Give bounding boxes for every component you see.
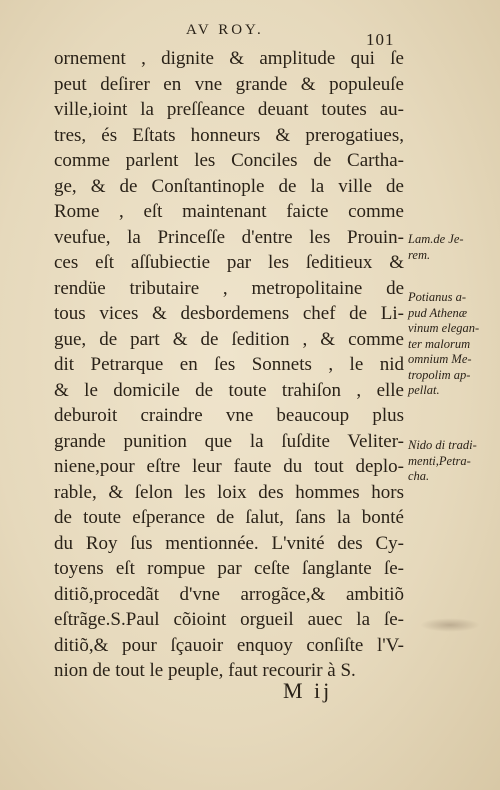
signature-mark: M ij: [283, 678, 333, 703]
text-line: veufue, la Princeſſe d'entre les Prouin-: [54, 226, 404, 248]
note-line: omnium Me-: [408, 352, 472, 366]
text-line: niene,pour eſtre leur faute du tout deplo-: [54, 456, 404, 477]
marginal-note-lamentations: [408, 232, 464, 263]
note-line: pud Athenæ: [408, 305, 468, 320]
note-line: ter malorum: [408, 336, 471, 351]
text-line: ornement , dignite & amplitude qui ſe: [54, 48, 404, 69]
text-line: deburoit craindre vne beaucoup plus: [54, 405, 404, 426]
note-line: menti,Petra-: [408, 453, 471, 468]
text-line: tres, és Eſtats honneurs & prerogatiues,: [54, 124, 404, 146]
note-line: Lam.de Je-: [408, 232, 464, 246]
marginal-note-petrarca: [408, 438, 477, 485]
text-line: rendüe tributaire , metropolitaine de: [54, 277, 404, 299]
text-line: ville,ioint la preſſeance deuant toutes au-: [54, 99, 404, 120]
text-line: ditiõ,& pour ſçauoir enquoy conſiſte l'V-: [54, 634, 404, 656]
note-line: tropolim ap-: [408, 367, 471, 382]
text-line: du Roy ſus mentionnée. L'vnité des Cy-: [54, 532, 404, 554]
note-line: cha.: [408, 469, 430, 483]
text-line: toyens eſt rompue par ceſte ſanglante ſe-: [54, 558, 404, 579]
running-head: AV ROY.: [186, 22, 264, 38]
text-line: eſtrãge.S.Paul cõioint orgueil auec la ſe-: [54, 609, 404, 630]
text-line: ge, & de Conſtantinople de la ville de: [54, 175, 404, 197]
text-line: dit Petrarque en ſes Sonnets , le nid: [54, 354, 404, 375]
note-line: Nido di tradi-: [408, 438, 477, 452]
text-line: grande punition que la ſuſdite Veliter-: [54, 430, 404, 452]
text-line: gue, de part & de ſedition , & comme: [54, 328, 404, 350]
page-number: 101: [366, 30, 395, 49]
text-line: peut deſirer en vne grande & populeuſe: [54, 73, 404, 95]
text-line: nion de tout le peuple, faut recourir à S.: [54, 660, 356, 681]
text-line: de toute eſperance de ſalut, ſans la bonté: [54, 507, 404, 528]
note-line: vinum elegan-: [408, 321, 480, 335]
ink-smudge: [420, 618, 480, 632]
note-line: rem.: [408, 247, 431, 262]
note-line: Potianus a-: [408, 290, 466, 304]
text-line: comme parlent les Conciles de Cartha-: [54, 150, 404, 171]
main-text-block: [54, 46, 404, 684]
text-line: & le domicile de toute trahiſon , elle: [54, 379, 404, 401]
text-line: rable, & ſelon les loix des hommes hors: [54, 481, 404, 503]
note-line: pellat.: [408, 383, 440, 397]
text-line: tous vices & desbordemens chef de Li-: [54, 303, 404, 324]
text-line: ditiõ,procedãt d'vne arrogãce,& ambitiõ: [54, 583, 404, 605]
text-line: Rome , eſt maintenant faicte comme: [54, 201, 404, 222]
text-line: ces eſt aſſubiectie par les ſeditieux &: [54, 252, 404, 273]
marginal-note-potianus: [408, 290, 479, 399]
